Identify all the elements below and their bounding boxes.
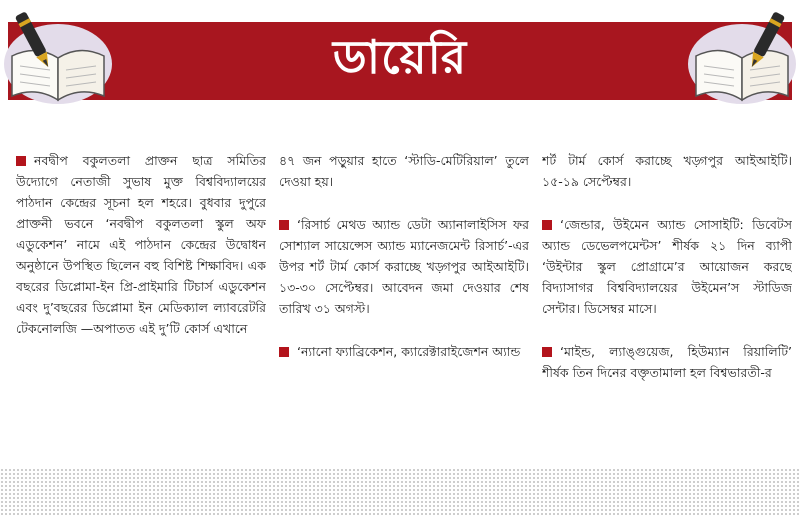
- news-item: [279, 214, 529, 319]
- news-item: [16, 150, 266, 339]
- news-item: [279, 341, 529, 362]
- column-3: [542, 150, 792, 472]
- news-item-text: শর্ট টার্ম কোর্স করাচ্ছে খড়্গপুর আইআইটি। ১৫-১৯ সেপ্টেম্বর।: [542, 153, 792, 189]
- bullet-square-icon: [279, 220, 289, 230]
- banner: [0, 0, 800, 110]
- column-2: [279, 150, 529, 472]
- news-item: [542, 214, 792, 319]
- article-columns: [16, 150, 792, 472]
- news-item-text: নবদ্বীপ বকুলতলা প্রাক্তন ছাত্র সমিতির উদ্যোগে নেতাজী সুভাষ মুক্ত বিশ্ববিদ্যালয়ের পাঠদান কেন্দ্রের সূচনা হল শহরে। বুধবার দুপুরে প্রাক্তনী ভবনে ‘নবদ্বীপ বকুলতলা স্কুল অফ এডুকেশন’ নামে এই পাঠদান কেন্দ্রের উদ্বোধন অনুষ্ঠানে উপস্থিত ছিলেন বহু বিশিষ্ট শিক্ষাবিদ। এক বছরের ডিপ্লোমা-ইন প্রি-প্রাইমারি টিচার্স এডুকেশন এবং দু’বছরের ডিপ্লোমা ইন মেডিক্যাল ল্যাবরেটরি টেকনোলজি —অপাতত এই দু’টি কোর্স এখানে: [16, 153, 266, 336]
- news-item-continued: [542, 150, 792, 192]
- news-item-text: ৪৭ জন পড়ুয়ার হাতে ‘স্টাডি-মেটিরিয়াল’ তুলে দেওয়া হয়।: [279, 153, 529, 189]
- news-item-continued: [279, 150, 529, 192]
- bullet-square-icon: [542, 220, 552, 230]
- column-1: [16, 150, 266, 472]
- faded-page-edge: [0, 468, 800, 517]
- bullet-square-icon: [542, 347, 552, 357]
- news-item-text: ‘ন্যানো ফ্যাব্রিকেশন, ক্যারেক্টারাইজেশন অ্যান্ড: [297, 344, 521, 359]
- page-title: ডায়েরি: [332, 30, 468, 84]
- news-item-text: ‘জেন্ডার, উইমেন অ্যান্ড সোসাইটি: ডিবেটস অ্যান্ড ডেভেলপমেন্টস’ শীর্ষক ২১ দিন ব্যাপী ‘উইন্টার স্কুল প্রোগ্রামে’র আয়োজন করছে বিদ্যাসাগর বিশ্ববিদ্যালয়ের উইমেন’স স্টাডিজ সেন্টার। ডিসেম্বর মাসে।: [542, 217, 792, 316]
- news-item-text: ‘রিসার্চ মেথড অ্যান্ড ডেটা অ্যানালাইসিস ফর সোশ্যাল সায়েন্সেস অ্যান্ড ম্যানেজমেন্ট রিসার্চ’-এর উপর শর্ট টার্ম কোর্স করাচ্ছে খড়্গপুর আইআইটি। ১৩-৩০ সেপ্টেম্বর। আবেদন জমা দেওয়ার শেষ তারিখ ৩১ অগস্ট।: [279, 217, 529, 316]
- bullet-square-icon: [16, 156, 26, 166]
- bullet-square-icon: [279, 347, 289, 357]
- news-item: [542, 341, 792, 383]
- news-item-text: ‘মাইন্ড, ল্যাঙ্গুয়েজ, হিউম্যান রিয়ালিটি’ শীর্ষক তিন দিনের বক্তৃতামালা হল বিশ্বভারতী-র: [542, 344, 792, 380]
